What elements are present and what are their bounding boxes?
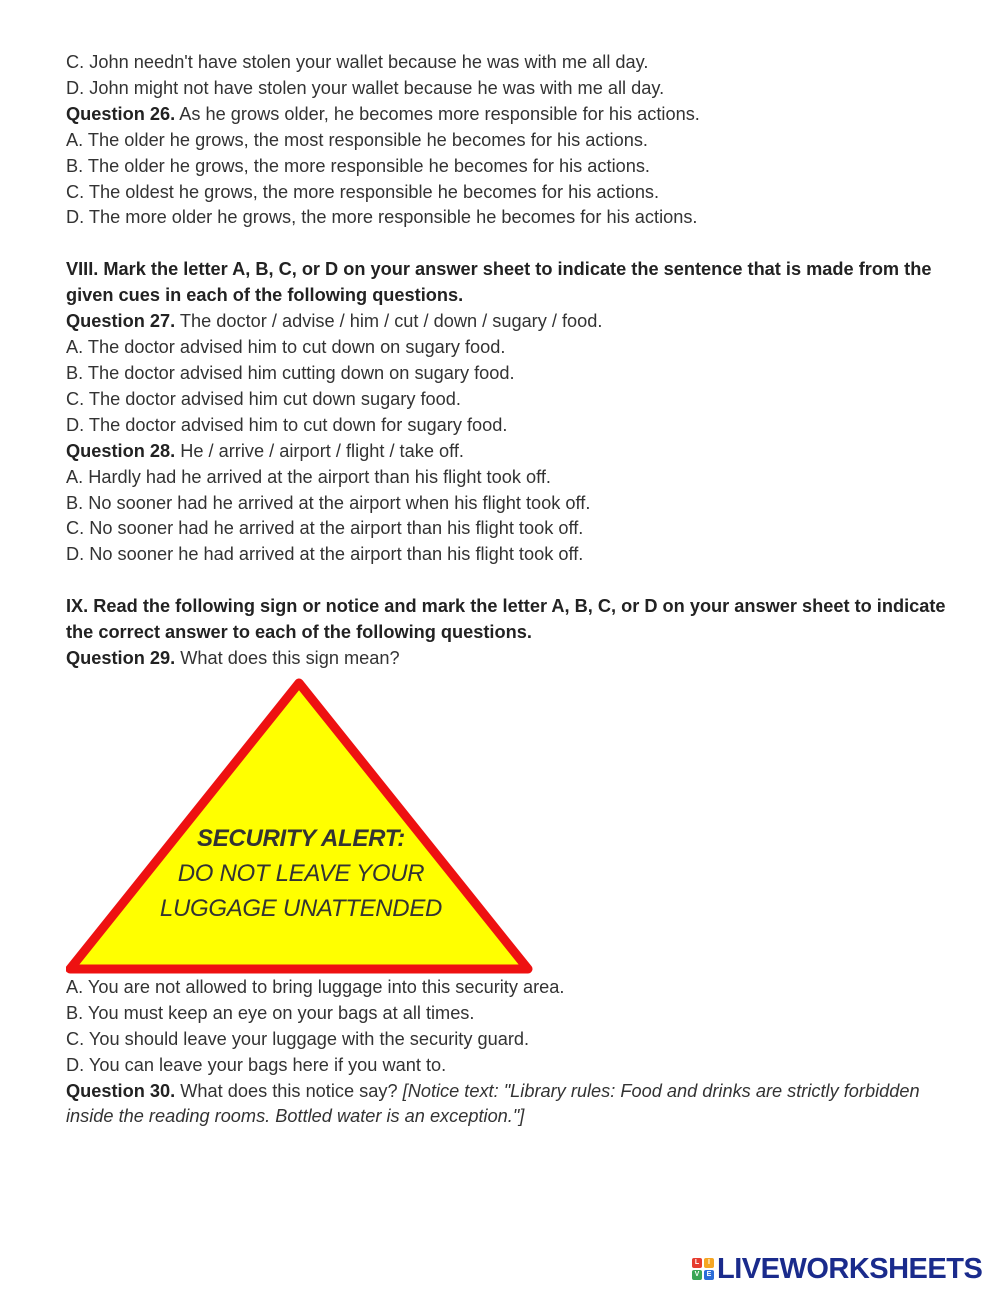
q25-option-c: C. John needn't have stolen your wallet because he was with me all day. bbox=[66, 52, 649, 72]
q27-text: The doctor / advise / him / cut / down / sugary / food. bbox=[179, 311, 603, 332]
q26-label: Question 26. bbox=[66, 103, 176, 124]
logo-text: LIVEWORKSHEETS bbox=[717, 1252, 983, 1285]
security-alert-sign bbox=[66, 675, 536, 975]
q28-label: Question 28. bbox=[66, 440, 176, 461]
q29-text: What does this sign mean? bbox=[180, 648, 400, 669]
q27-option-d: D. The doctor advised him to cut down for sugary food. bbox=[66, 414, 508, 435]
q27-option-a: A. The doctor advised him to cut down on sugary food. bbox=[66, 337, 506, 358]
q29-option-c: C. You should leave your luggage with the security guard. bbox=[66, 1028, 530, 1049]
section-8-heading: VIII. Mark the letter A, B, C, or D on your answer sheet to indicate the sentence that is made from the given cues in each of the following questions. bbox=[66, 259, 932, 306]
q29-option-b: B. You must keep an eye on your bags at all times. bbox=[66, 1002, 475, 1023]
q26-option-b: B. The older he grows, the more responsible he becomes for his actions. bbox=[66, 155, 650, 176]
liveworksheets-logo bbox=[692, 1254, 982, 1284]
q29-option-a: A. You are not allowed to bring luggage into this security area. bbox=[66, 976, 565, 997]
q26-option-a: A. The older he grows, the most responsible he becomes for his actions. bbox=[66, 129, 648, 150]
q27-stem bbox=[66, 309, 956, 335]
q28-option-b: B. No sooner had he arrived at the airport when his flight took off. bbox=[66, 492, 591, 513]
section-9-heading: IX. Read the following sign or notice and mark the letter A, B, C, or D on your answer sheet to indicate the correct answer to each of the following questions. bbox=[66, 596, 946, 643]
q29-label: Question 29. bbox=[66, 648, 176, 669]
q30-text: What does this notice say? bbox=[180, 1080, 398, 1101]
q28-text: He / arrive / airport / flight / take off. bbox=[180, 440, 464, 461]
q30-label: Question 30. bbox=[66, 1080, 176, 1101]
q28-option-c: C. No sooner had he arrived at the airport than his flight took off. bbox=[66, 518, 584, 539]
worksheet-page bbox=[66, 50, 956, 1130]
q26-option-c: C. The oldest he grows, the more responsible he becomes for his actions. bbox=[66, 181, 660, 202]
sign-line-1: SECURITY ALERT: bbox=[197, 824, 405, 852]
q30-notice: [Notice text: "Library rules: Food and drinks are strictly forbidden inside the reading rooms. Bottled water is an exception."] bbox=[66, 1080, 920, 1127]
logo-icon: L I V E bbox=[692, 1258, 714, 1280]
sign-line-3: LUGGAGE UNATTENDED bbox=[159, 894, 443, 922]
q25-option-d: D. John might not have stolen your wallet because he was with me all day. bbox=[66, 77, 665, 98]
q28-option-a: A. Hardly had he arrived at the airport than his flight took off. bbox=[66, 466, 551, 487]
q26-option-d: D. The more older he grows, the more responsible he becomes for his actions. bbox=[66, 207, 698, 228]
q30-stem bbox=[66, 1079, 956, 1131]
q29-option-d: D. You can leave your bags here if you want to. bbox=[66, 1054, 447, 1075]
sign-line-2: DO NOT LEAVE YOUR bbox=[177, 859, 425, 887]
q27-option-b: B. The doctor advised him cutting down on sugary food. bbox=[66, 362, 515, 383]
q29-stem bbox=[66, 646, 956, 672]
q26-text: As he grows older, he becomes more responsible for his actions. bbox=[179, 103, 700, 124]
q27-option-c: C. The doctor advised him cut down sugary food. bbox=[66, 388, 461, 409]
q26-stem bbox=[66, 102, 956, 128]
q28-option-d: D. No sooner he had arrived at the airport than his flight took off. bbox=[66, 544, 584, 565]
q27-label: Question 27. bbox=[66, 311, 176, 332]
q28-stem bbox=[66, 439, 956, 465]
